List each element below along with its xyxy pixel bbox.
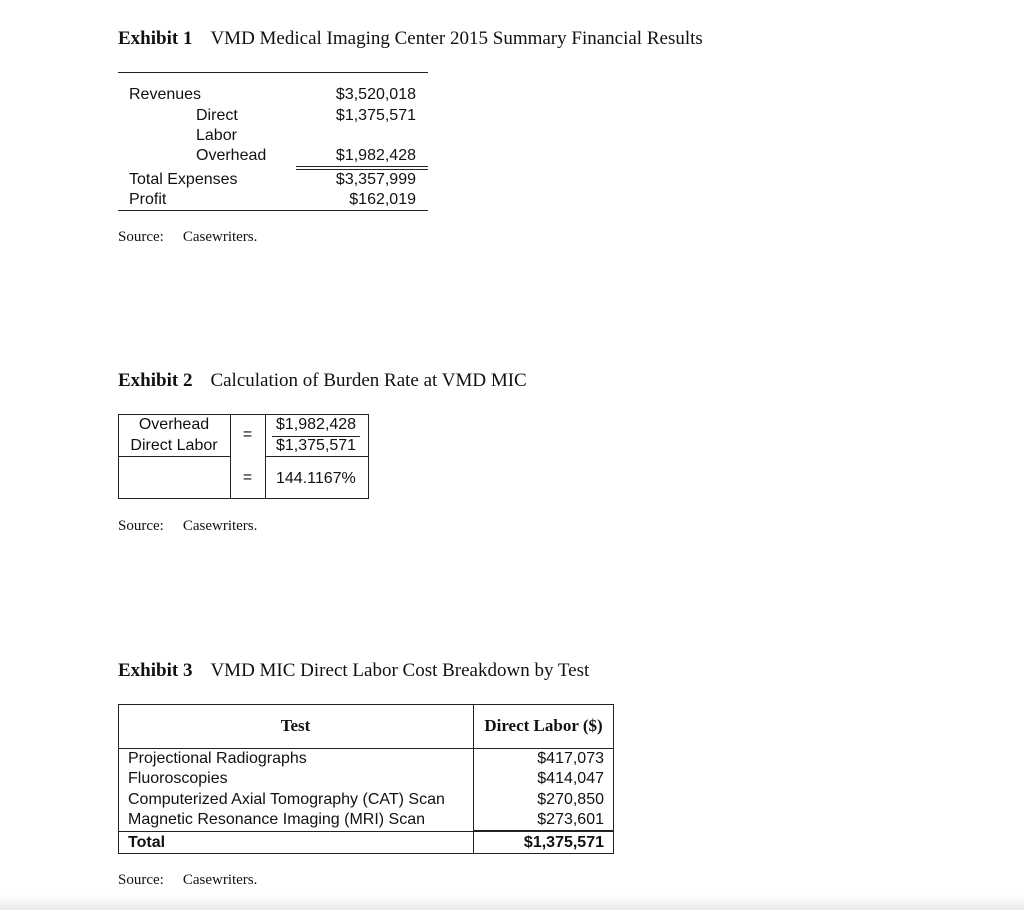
numerator-value: $1,982,428	[276, 416, 357, 433]
numerator-label: Overhead	[138, 416, 210, 433]
profit-label: Profit	[129, 191, 167, 208]
exhibit-2-label: Exhibit 2	[118, 370, 193, 391]
source-label: Source:	[118, 518, 164, 534]
source-label: Source:	[118, 229, 164, 245]
overhead-label: Overhead	[196, 147, 267, 164]
total-expenses-label: Total Expenses	[129, 171, 238, 188]
direct-labor-value: $1,375,571	[335, 107, 416, 124]
value-column-row-rule	[265, 456, 369, 457]
exhibit-3-source	[118, 872, 257, 889]
exhibit-1-top-rule	[118, 72, 428, 73]
subtotal-rule-2	[296, 169, 428, 170]
exhibit-2-source	[118, 518, 257, 535]
denominator-label: Direct Labor	[130, 437, 218, 454]
direct-labor-column-header: Direct Labor ($)	[484, 716, 603, 735]
test-name: Projectional Radiographs	[128, 750, 307, 767]
total-label: Total	[128, 834, 166, 851]
test-direct-labor: $414,047	[537, 770, 604, 787]
direct-label: Direct	[196, 107, 238, 124]
profit-value: $162,019	[349, 191, 416, 208]
exhibit-2-heading	[118, 370, 527, 392]
test-name: Magnetic Resonance Imaging (MRI) Scan	[128, 811, 426, 828]
test-name: Fluoroscopies	[128, 770, 228, 787]
source-value: Casewriters.	[182, 518, 258, 534]
test-name: Computerized Axial Tomography (CAT) Scan	[128, 791, 445, 808]
test-column-header: Test	[280, 716, 311, 735]
exhibit-1-title: VMD Medical Imaging Center 2015 Summary Financial Results	[210, 28, 703, 49]
label-column-bottom-rule	[118, 456, 230, 457]
test-direct-labor: $273,601	[537, 811, 604, 828]
labor-label: Labor	[196, 127, 237, 144]
source-value: Casewriters.	[182, 229, 258, 245]
equals-sign-2: =	[242, 469, 253, 486]
test-direct-labor: $270,850	[537, 791, 604, 808]
total-value: $1,375,571	[523, 834, 604, 851]
exhibit-1-source	[118, 229, 257, 246]
equals-sign-1: =	[242, 426, 253, 443]
total-value-top-rule	[473, 830, 614, 832]
page-bottom-shadow	[0, 894, 1024, 910]
header-bottom-rule	[118, 748, 614, 749]
total-expenses-value: $3,357,999	[335, 171, 416, 188]
denominator-value: $1,375,571	[276, 437, 357, 454]
exhibit-3-heading	[118, 660, 589, 682]
burden-rate-result: 144.1167%	[276, 470, 356, 487]
exhibit-2-title: Calculation of Burden Rate at VMD MIC	[210, 370, 527, 391]
exhibit-3-label: Exhibit 3	[118, 660, 193, 681]
subtotal-rule-1	[296, 166, 428, 167]
source-label: Source:	[118, 872, 164, 888]
overhead-value: $1,982,428	[335, 147, 416, 164]
exhibit-1-heading	[118, 28, 703, 50]
exhibit-1-label: Exhibit 1	[118, 28, 193, 49]
exhibit-1-bottom-rule	[118, 210, 428, 211]
exhibit-3-title: VMD MIC Direct Labor Cost Breakdown by Test	[210, 660, 590, 681]
revenues-value: $3,520,018	[335, 86, 416, 103]
revenues-label: Revenues	[129, 86, 202, 103]
test-direct-labor: $417,073	[537, 750, 604, 767]
total-top-rule	[118, 831, 473, 832]
source-value: Casewriters.	[182, 872, 258, 888]
